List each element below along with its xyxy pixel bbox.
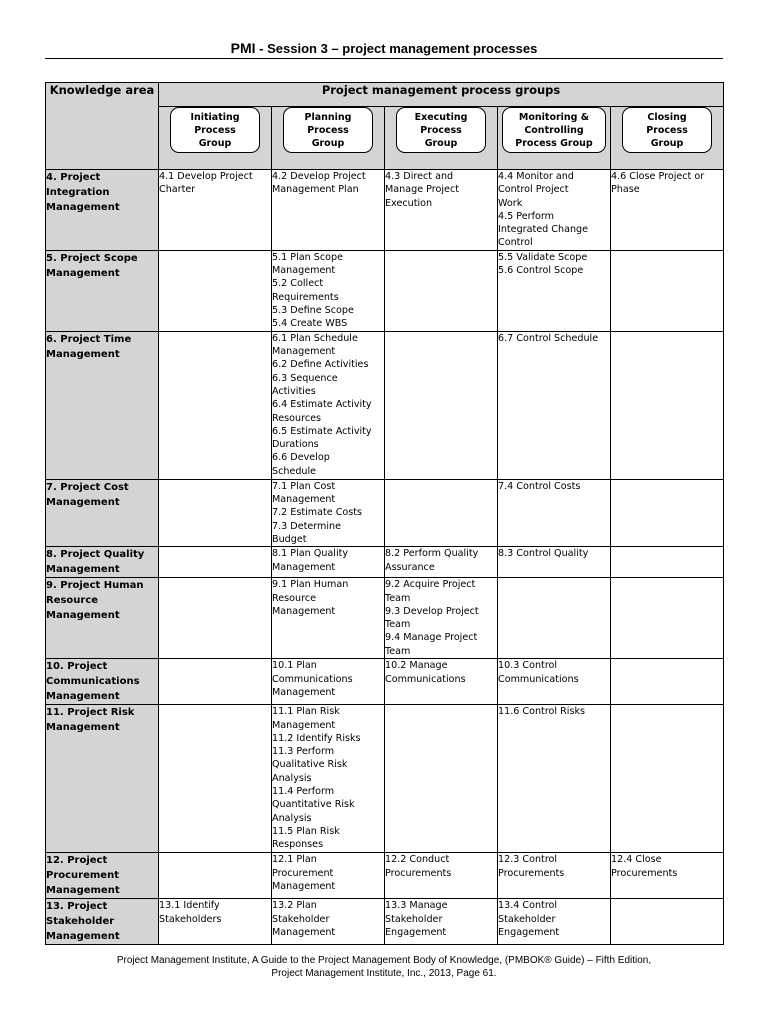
knowledge-area-cell: 10. Project Communications Management [46,659,159,705]
group-label: Planning Process Group [283,107,373,153]
group-header-initiating [159,107,272,170]
process-cell [611,479,724,546]
process-cell: 7.1 Plan Cost Management 7.2 Estimate Costs 7.3 Determine Budget [272,479,385,546]
process-groups-title: Project management process groups [159,83,724,107]
process-cell [385,705,498,853]
process-cell [611,547,724,578]
process-cell: 11.6 Control Risks [498,705,611,853]
process-cell: 12.2 Conduct Procurements [385,853,498,899]
citation-line-2: Project Management Institute, Inc., 2013, Page 61. [271,967,497,979]
title-pmi: PMI [230,40,256,56]
process-cell: 4.2 Develop Project Management Plan [272,170,385,251]
process-cell: 8.2 Perform Quality Assurance [385,547,498,578]
process-cell [611,331,724,479]
process-cell [611,705,724,853]
process-cell: 10.3 Control Communications [498,659,611,705]
process-cell [611,578,724,659]
group-label: Closing Process Group [622,107,712,153]
table-row [46,331,724,479]
table-row [46,547,724,578]
knowledge-area-cell: 9. Project Human Resource Management [46,578,159,659]
knowledge-area-cell: 12. Project Procurement Management [46,853,159,899]
group-label: Initiating Process Group [170,107,260,153]
process-cell: 8.3 Control Quality [498,547,611,578]
process-cell: 6.1 Plan Schedule Management 6.2 Define Activities 6.3 Sequence Activities 6.4 Estimate Activity Resources 6.5 Estimate Activity Durations 6.6 Develop Schedule [272,331,385,479]
process-cell: 10.2 Manage Communications [385,659,498,705]
process-cell: 7.4 Control Costs [498,479,611,546]
header-divider [45,58,723,59]
group-label: Monitoring & Controlling Process Group [502,107,606,153]
title-session: - Session 3 – project management processes [255,41,538,56]
process-cell: 9.2 Acquire Project Team 9.3 Develop Project Team 9.4 Manage Project Team [385,578,498,659]
table-row [46,250,724,331]
group-header-executing [385,107,498,170]
process-cell [159,578,272,659]
process-cell: 12.3 Control Procurements [498,853,611,899]
table-row [46,705,724,853]
group-header-monitoring [498,107,611,170]
table-row [46,479,724,546]
knowledge-area-cell: 11. Project Risk Management [46,705,159,853]
process-cell [159,853,272,899]
process-cell: 13.3 Manage Stakeholder Engagement [385,899,498,945]
process-cell [385,331,498,479]
citation-footer [45,955,723,980]
process-cell: 9.1 Plan Human Resource Management [272,578,385,659]
process-cell: 12.4 Close Procurements [611,853,724,899]
process-cell: 6.7 Control Schedule [498,331,611,479]
knowledge-area-cell: 8. Project Quality Management [46,547,159,578]
process-cell: 5.1 Plan Scope Management 5.2 Collect Requirements 5.3 Define Scope 5.4 Create WBS [272,250,385,331]
page-title [45,40,723,56]
process-cell [159,479,272,546]
process-cell: 4.1 Develop Project Charter [159,170,272,251]
knowledge-area-cell: 4. Project Integration Management [46,170,159,251]
process-cell: 11.1 Plan Risk Management 11.2 Identify Risks 11.3 Perform Qualitative Risk Analysis 11.4 Perform Quantitative Risk Analysis 11.5 Plan Risk Responses [272,705,385,853]
process-cell: 12.1 Plan Procurement Management [272,853,385,899]
process-cell [159,659,272,705]
process-cell [611,250,724,331]
group-label: Executing Process Group [396,107,486,153]
process-groups-table [45,82,724,945]
process-cell [159,547,272,578]
knowledge-area-cell: 13. Project Stakeholder Management [46,899,159,945]
table-row [46,659,724,705]
knowledge-area-cell: 7. Project Cost Management [46,479,159,546]
group-header-planning [272,107,385,170]
process-cell: 13.2 Plan Stakeholder Management [272,899,385,945]
process-cell [159,331,272,479]
process-cell: 4.6 Close Project or Phase [611,170,724,251]
citation-line-1: Project Management Institute, A Guide to the Project Management Body of Knowledge, (PMBOK® Guide) – Fifth Edition, [116,955,652,966]
table-row [46,170,724,251]
table-row [46,578,724,659]
process-cell: 8.1 Plan Quality Management [272,547,385,578]
table-body [46,170,724,945]
knowledge-area-header: Knowledge area [46,83,159,170]
process-cell [159,250,272,331]
process-cell [385,479,498,546]
process-cell [159,705,272,853]
process-cell [611,899,724,945]
process-cell: 13.4 Control Stakeholder Engagement [498,899,611,945]
knowledge-area-cell: 5. Project Scope Management [46,250,159,331]
process-cell [498,578,611,659]
process-cell: 4.3 Direct and Manage Project Execution [385,170,498,251]
process-cell: 13.1 Identify Stakeholders [159,899,272,945]
knowledge-area-cell: 6. Project Time Management [46,331,159,479]
table-row [46,853,724,899]
process-cell: 5.5 Validate Scope 5.6 Control Scope [498,250,611,331]
process-cell [385,250,498,331]
process-cell [611,659,724,705]
group-header-closing [611,107,724,170]
table-row [46,899,724,945]
process-cell: 10.1 Plan Communications Management [272,659,385,705]
process-cell: 4.4 Monitor and Control Project Work 4.5 Perform Integrated Change Control [498,170,611,251]
